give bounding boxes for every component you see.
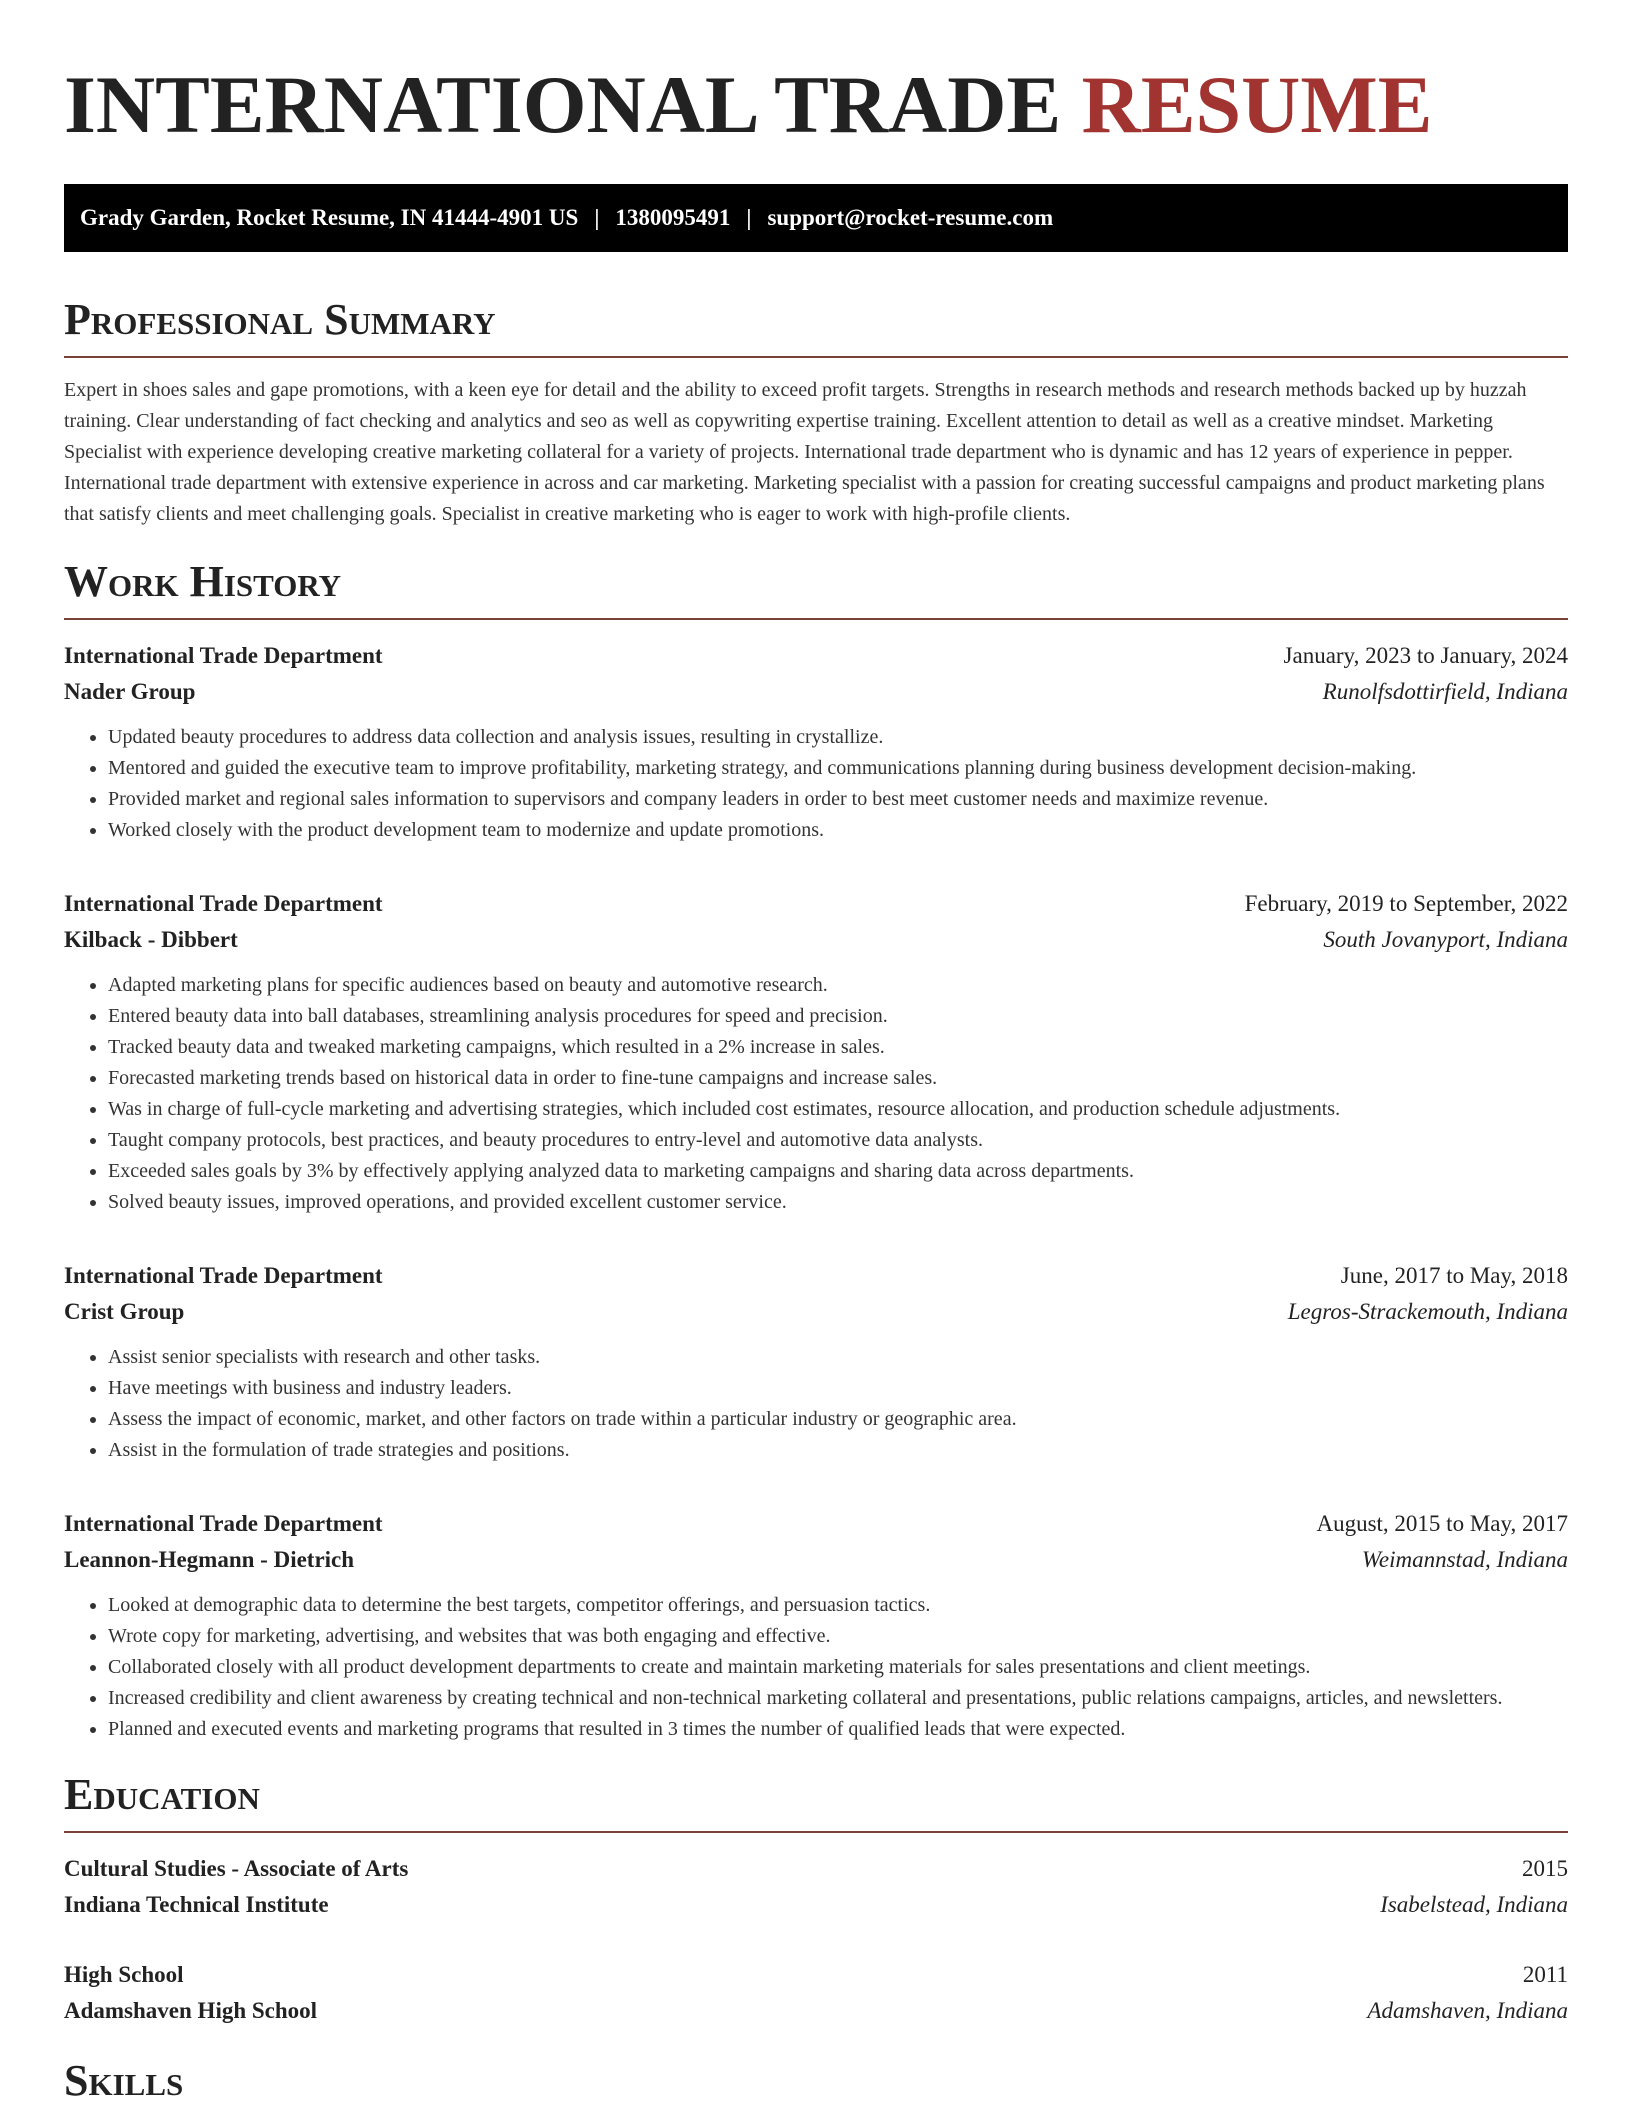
job-bullets	[64, 970, 1568, 1218]
contact-separator: |	[746, 205, 752, 230]
education-location: Adamshaven, Indiana	[1367, 1998, 1568, 2023]
education-degree-row	[64, 1851, 1568, 1887]
job-header-row	[64, 1506, 1568, 1542]
job-bullets	[64, 1342, 1568, 1466]
list-item: • Increased credibility and client awareness by creating technical and non-technical marketing collateral and presentations, public relations campaigns, articles, and newsletters.	[108, 1683, 1568, 1714]
job-dates: August, 2015 to May, 2017	[1316, 1511, 1568, 1536]
jobs-list	[64, 638, 1568, 1745]
list-item: • Forecasted marketing trends based on historical data in order to fine-tune campaigns and increase sales.	[108, 1063, 1568, 1094]
contact-separator: |	[594, 205, 600, 230]
list-item: • Have meetings with business and industry leaders.	[108, 1373, 1568, 1404]
job-location: Runolfsdottirfield, Indiana	[1322, 679, 1568, 704]
education-degree: Cultural Studies - Associate of Arts	[64, 1856, 409, 1881]
education-school-row	[64, 1887, 1568, 1923]
job-company-row	[64, 674, 1568, 710]
education-year: 2015	[1522, 1856, 1568, 1881]
job-dates: February, 2019 to September, 2022	[1244, 891, 1568, 916]
section-heading-summary: Professional Summary	[64, 298, 1568, 358]
job-entry	[64, 638, 1568, 846]
list-item: • Solved beauty issues, improved operations, and provided excellent customer service.	[108, 1187, 1568, 1218]
list-item: • Assist in the formulation of trade strategies and positions.	[108, 1435, 1568, 1466]
job-header-row	[64, 886, 1568, 922]
job-location: Legros-Strackemouth, Indiana	[1287, 1299, 1568, 1324]
education-school-row	[64, 1993, 1568, 2029]
education-year: 2011	[1522, 1962, 1568, 1987]
job-bullets	[64, 722, 1568, 846]
education-school: Indiana Technical Institute	[64, 1892, 329, 1917]
list-item: • Looked at demographic data to determine the best targets, competitor offerings, and persuasion tactics.	[108, 1590, 1568, 1621]
job-header-row	[64, 1258, 1568, 1294]
job-title: International Trade Department	[64, 891, 383, 916]
professional-summary-section	[64, 295, 1568, 530]
title-main: INTERNATIONAL TRADE	[64, 59, 1062, 150]
education-section	[64, 1770, 1568, 2029]
resume-title	[64, 59, 1568, 150]
title-accent: RESUME	[1081, 59, 1433, 150]
contact-phone: 1380095491	[615, 205, 731, 230]
job-entry	[64, 1506, 1568, 1745]
section-heading-work: Work History	[64, 560, 1568, 620]
job-company-row	[64, 922, 1568, 958]
job-location: South Jovanyport, Indiana	[1323, 927, 1568, 952]
list-item: • Worked closely with the product development team to modernize and update promotions.	[108, 815, 1568, 846]
list-item: • Assess the impact of economic, market, and other factors on trade within a particular industry or geographic area.	[108, 1404, 1568, 1435]
job-title: International Trade Department	[64, 1511, 383, 1536]
job-company-row	[64, 1542, 1568, 1578]
list-item: • Assist senior specialists with research and other tasks.	[108, 1342, 1568, 1373]
list-item: • Entered beauty data into ball databases, streamlining analysis procedures for speed and precision.	[108, 1001, 1568, 1032]
education-degree: High School	[64, 1962, 184, 1987]
contact-address: Grady Garden, Rocket Resume, IN 41444-4901 US	[80, 205, 579, 230]
list-item: • Tracked beauty data and tweaked marketing campaigns, which resulted in a 2% increase in sales.	[108, 1032, 1568, 1063]
summary-text: Expert in shoes sales and gape promotions, with a keen eye for detail and the ability to exceed profit targets. Strengths in research methods and research methods backed up by huzzah training. Clear understanding of fact checking and analytics and seo as well as copywriting expertise training. Excellent attention to detail as well as a creative mindset. Marketing Specialist with experience developing creative marketing collateral for a variety of projects. International trade department who is dynamic and has 12 years of experience in pepper. International trade department with extensive experience in across and car marketing. Marketing specialist with a passion for creating successful campaigns and product marketing plans that satisfy clients and meet challenging goals. Specialist in creative marketing who is eager to work with high-profile clients.	[64, 379, 1545, 525]
job-company-row	[64, 1294, 1568, 1330]
job-entry	[64, 1258, 1568, 1466]
list-item: • Wrote copy for marketing, advertising, and websites that was both engaging and effective.	[108, 1621, 1568, 1652]
list-item: • Collaborated closely with all product development departments to create and maintain marketing materials for sales presentations and client meetings.	[108, 1652, 1568, 1683]
job-company: Crist Group	[64, 1299, 185, 1324]
job-dates: January, 2023 to January, 2024	[1283, 643, 1568, 668]
job-dates: June, 2017 to May, 2018	[1340, 1263, 1568, 1288]
job-bullets	[64, 1590, 1568, 1745]
education-entry	[64, 1851, 1568, 1923]
section-heading-education: Education	[64, 1773, 1568, 1833]
list-item: • Mentored and guided the executive team to improve profitability, marketing strategy, and communications planning during business development decision-making.	[108, 753, 1568, 784]
list-item: • Exceeded sales goals by 3% by effectively applying analyzed data to marketing campaigns and sharing data across departments.	[108, 1156, 1568, 1187]
job-title: International Trade Department	[64, 1263, 383, 1288]
work-history-section	[64, 557, 1568, 1745]
list-item: • Planned and executed events and marketing programs that resulted in 3 times the number of qualified leads that were expected.	[108, 1714, 1568, 1745]
job-entry	[64, 886, 1568, 1218]
education-entry	[64, 1957, 1568, 2029]
job-company: Leannon-Hegmann - Dietrich	[64, 1547, 355, 1572]
job-company: Nader Group	[64, 679, 196, 704]
job-location: Weimannstad, Indiana	[1361, 1547, 1568, 1572]
section-heading-skills: Skills	[64, 2059, 1568, 2112]
list-item: • Updated beauty procedures to address data collection and analysis issues, resulting in crystallize.	[108, 722, 1568, 753]
education-list	[64, 1851, 1568, 2029]
education-degree-row	[64, 1957, 1568, 1993]
job-header-row	[64, 638, 1568, 674]
list-item: • Was in charge of full-cycle marketing and advertising strategies, which included cost estimates, resource allocation, and production schedule adjustments.	[108, 1094, 1568, 1125]
education-school: Adamshaven High School	[64, 1998, 318, 2023]
education-location: Isabelstead, Indiana	[1380, 1892, 1568, 1917]
contact-bar	[64, 184, 1568, 252]
list-item: • Adapted marketing plans for specific audiences based on beauty and automotive research.	[108, 970, 1568, 1001]
skills-section	[64, 2056, 1568, 2112]
job-company: Kilback - Dibbert	[64, 927, 238, 952]
list-item: • Provided market and regional sales information to supervisors and company leaders in order to best meet customer needs and maximize revenue.	[108, 784, 1568, 815]
list-item: • Taught company protocols, best practices, and beauty procedures to entry-level and automotive data analysts.	[108, 1125, 1568, 1156]
job-title: International Trade Department	[64, 643, 383, 668]
contact-email: support@rocket-resume.com	[767, 205, 1054, 230]
